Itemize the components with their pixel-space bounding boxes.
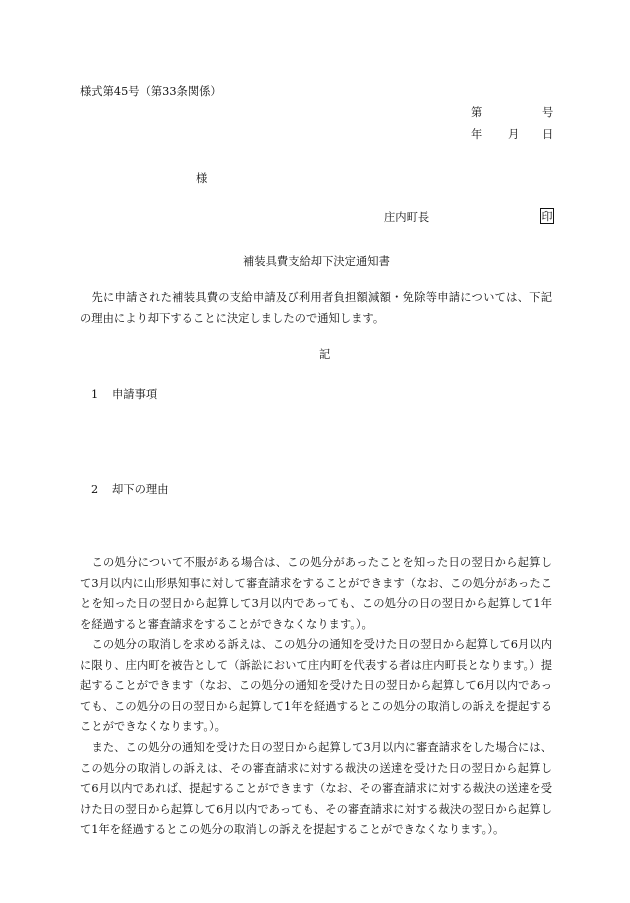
item-1-number: 1 [91, 388, 99, 401]
item-2-number: 2 [91, 483, 99, 496]
item-2-label: 却下の理由 [112, 483, 169, 496]
seal-mark: 印 [541, 210, 553, 223]
date-day: 日 [542, 128, 554, 141]
notice-paragraph-2: この処分の取消しを求める訴えは、この処分の通知を受けた日の翌日から起算して6月以内に限り、庄内町を被告として（訴訟において庄内町を代表する者は庄内町長となります。）提起することができます（なお、この処分の通知を受けた日の翌日から起算して6月以内であっても、この処分の日の翌日から起算して1年を経過するとこの処分の取消しの訴えを提起することができなくなります。）。 [80, 638, 552, 734]
intro-paragraph: 先に申請された補装具費の支給申請及び利用者負担額減額・免除等申請については、下記の理由により却下することに決定しましたので通知します。 [80, 291, 552, 325]
issuer-name: 庄内町長 [384, 211, 430, 224]
notice-paragraph-1: この処分について不服がある場合は、この処分があったことを知った日の翌日から起算して3月以内に山形県知事に対して審査請求をすることができます（なお、この処分があったことを知った日の翌日から起算して3月以内であっても、この処分の日の翌日から起算して1年を経過すると審査請求をすることができなくなります。）。 [80, 556, 552, 631]
date-year: 年 [471, 128, 483, 141]
form-number: 様式第45号（第33条関係） [80, 85, 222, 98]
date-month: 月 [508, 128, 520, 141]
document-title: 補装具費支給却下決定通知書 [243, 255, 390, 268]
addressee-suffix: 様 [196, 172, 208, 185]
item-1-label: 申請事項 [112, 388, 158, 401]
notice-paragraph-3: また、この処分の通知を受けた日の翌日から起算して3月以内に審査請求をした場合には、この処分の取消しの訴えは、その審査請求に対する裁決の送達を受けた日の翌日から起算して6月以内であれば、提起することができます（なお、その審査請求に対する裁決の送達を受けた日の翌日から起算して6月以内であっても、その審査請求に対する裁決の翌日から起算して1年を経過するとこの処分の取消しの訴えを提起することができなくなります。）。 [80, 741, 552, 837]
ki-heading: 記 [319, 348, 331, 361]
doc-number-suffix: 号 [542, 106, 554, 119]
doc-number-prefix: 第 [471, 106, 483, 119]
